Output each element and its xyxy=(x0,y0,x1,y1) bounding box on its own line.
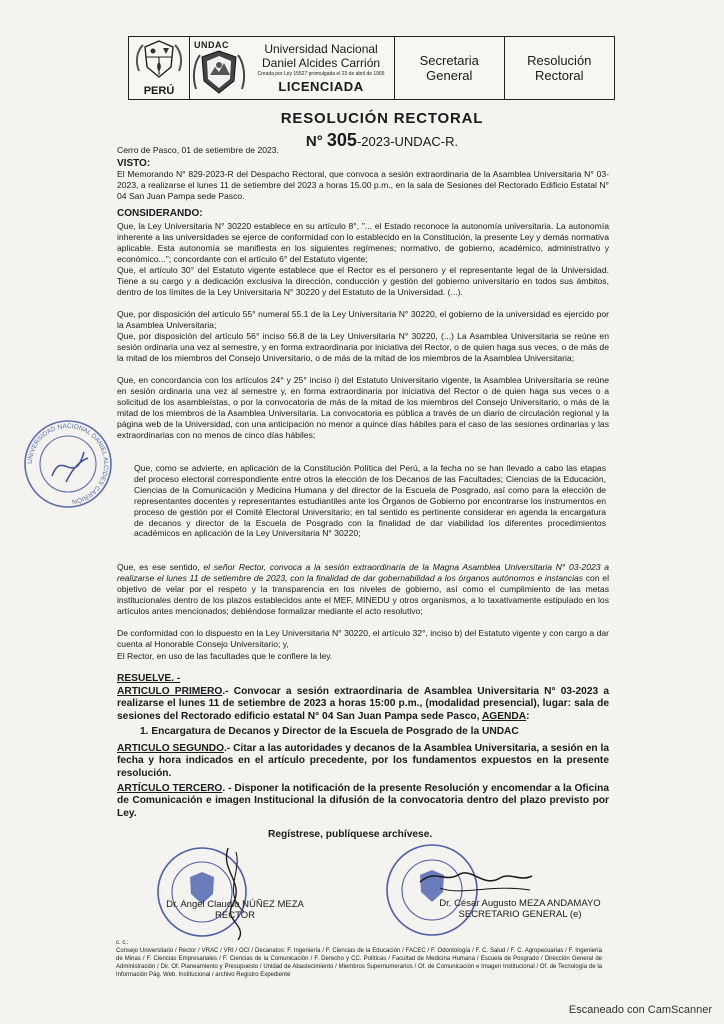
undac-shield-icon xyxy=(190,37,248,97)
p7-start: Que, es ese sentido, xyxy=(117,562,204,572)
seal-ring-text: UNIVERSIDAD NACIONAL DANIEL ALCIDES CARRIÓN xyxy=(26,422,110,505)
resuelve-heading: RESUELVE. - xyxy=(117,673,181,684)
considerando-heading: CONSIDERANDO: xyxy=(117,208,203,219)
university-name-line2: Daniel Alcides Carrión xyxy=(261,56,381,70)
art2-text: .- Citar a las autoridades y decanos de la Asamblea Universitaria, a sesión en la fecha y hora indicados en el artículo precedente, por los fundamentos expuestos en la presente resolución. xyxy=(117,743,609,779)
rector-title: RECTOR xyxy=(215,910,255,921)
creation-note: Creada por Ley 15527 promulgada el 23 de abril de 1965 xyxy=(257,71,385,77)
rector-name: Dr. Angel Claudio NÚÑEZ MEZA xyxy=(166,899,304,910)
document-title: RESOLUCIÓN RECTORAL xyxy=(280,110,484,127)
peru-coat-of-arms-icon xyxy=(129,37,189,83)
considerando-p7 xyxy=(117,562,609,617)
visto-text: El Memorando N° 829-2023-R del Despacho Rectoral, que convoca a sesión extraordinaria de la Asamblea Universitaria N° 03-2023, a realizarse el lunes 11 de setiembre del 2023 a horas 15.00 p.m., en la sala de Sesiones del Rectorado Edificio Estatal N° 04 San Juan Pampa sede Pasco. xyxy=(117,169,609,201)
resolucion-line2: Rectoral xyxy=(535,68,584,83)
secretaria-line1: Secretaria xyxy=(419,53,479,68)
considerando-p8: De conformidad con lo dispuesto en la Ley Universitaria N° 30220, el artículo 32°, inciso b) del Estatuto vigente y con cargo a dar cuenta al Honorable Consejo Universitario; y, xyxy=(117,628,609,649)
cc-distribution xyxy=(116,940,602,980)
peru-crest-cell xyxy=(129,37,190,99)
art1-label: ARTICULO PRIMERO xyxy=(117,686,223,697)
resolucion-rectoral-cell xyxy=(505,37,614,99)
considerando-p1: Que, la Ley Universitaria N° 30220 establece en su artículo 8°, "... el Estado reconoce la autonomía universitaria. La autonomía inherente a las universidades se ejerce de conformidad con lo establecido en la Constitución, la presente Ley y demás normativa aplicable. Esta autonomía se manifiesta en los siguientes regímenes; normativo, de gobierno, académico, administrativo y económico..."; concordante con el artículo 6° del Estatuto vigente; xyxy=(117,221,609,264)
agenda-colon: : xyxy=(526,710,530,722)
round-seal-stamp xyxy=(22,418,114,510)
secretaria-line2: General xyxy=(426,68,473,83)
secretary-seal xyxy=(380,838,580,938)
resolucion-line1: Resolución xyxy=(527,53,592,68)
scanner-watermark: Escaneado con CamScanner xyxy=(568,1004,712,1016)
secretary-title: SECRETARIO GENERAL (e) xyxy=(458,909,582,920)
cc-label: c. c.: xyxy=(116,940,129,946)
undac-logo xyxy=(190,37,248,99)
art2-label: ARTICULO SEGUNDO xyxy=(117,743,224,754)
visto-heading: VISTO: xyxy=(117,158,151,169)
agenda-item: 1. Encargatura de Decanos y Director de la Escuela de Posgrado de la UNDAC xyxy=(140,726,519,737)
secretary-name: Dr. César Augusto MEZA ANDAMAYO xyxy=(439,898,601,909)
secretaria-general-cell xyxy=(395,37,504,99)
articulo-primero xyxy=(117,686,609,723)
considerando-p2: Que, el artículo 30° del Estatuto vigente establece que el Rector es el personero y el representante legal de la Universidad. Tiene a su cargo y a dedicación exclusiva la dirección, conducción y gestión del gobierno universitario en todos sus ámbitos, dentro de los límites de la Ley Universitaria N° 30220 y del Estatuto de la Universidad. (...). xyxy=(117,265,609,297)
number-prefix: N° xyxy=(305,133,327,150)
p7-italic: el señor Rector, convoca a la sesión extraordinaria de la Magna Asamblea Universitaria N° 03-2023 a realizarse el lunes 11 de setiembre de 2023, con la finalidad de dar gobernabilidad a los órganos autónomos e instancias xyxy=(117,562,609,583)
p7-end: con el objetivo de velar por el respeto y la transparencia en los niveles de gobierno, así como el cumplimiento de las metas institucionales dentro de los plazos establecidos ante el MEF, MINEDU y otros organismos, a lo taxativamente estipulado en los artículos antes mencionados; debiéndose formalizar mediante el acto resolutivo; xyxy=(117,572,609,616)
rector-signature-block xyxy=(150,899,320,921)
considerando-p3: Que, por disposición del artículo 55° numeral 55.1 de la Ley Universitaria N° 30220, el gobierno de la universidad es ejercido por la Asamblea Universitaria; xyxy=(117,309,609,330)
art3-text: . - Disponer la notificación de la presente Resolución y encomendar a la Oficina de Comunicación e imagen Institucional la difusión de la convocatoria dentro del plazo previsto por Ley. xyxy=(117,783,609,819)
closing-line: Regístrese, publíquese archívese. xyxy=(268,829,433,840)
rector-seal xyxy=(150,842,266,942)
peru-label: PERÚ xyxy=(143,85,175,97)
art1-text: .- Convocar a sesión extraordinaria de Asamblea Universitaria N° 03-2023 a realizarse el lunes 11 de setiembre de 2023 a horas 15:00 p.m., (modalidad presencial), lugar: sala de sesiones del Rectorado edificio estatal N° 04 San Juan Pampa sede Pasco, xyxy=(117,686,609,722)
art3-label: ARTÍCULO TERCERO xyxy=(117,783,223,794)
licensed-label: LICENCIADA xyxy=(278,79,364,94)
articulo-tercero xyxy=(117,783,609,820)
number-suffix: -2023-UNDAC-R. xyxy=(356,134,459,149)
considerando-p9: El Rector, en uso de las facultades que le confiere la ley. xyxy=(117,651,333,661)
university-name-line1: Universidad Nacional xyxy=(264,42,378,56)
date-line: Cerro de Pasco, 01 de setiembre de 2023. xyxy=(117,145,279,155)
considerando-p4: Que, por disposición del artículo 56° inciso 56.8 de la Ley Universitaria N° 30220, (...) La Asamblea Universitaria se reúne en sesión ordinaria una vez al semestre, y en forma extraordinaria por iniciativa del Rector, o de quien haga sus veces, o de más de la mitad de los miembros del Consejo Universitario, o de más de la mitad de los miembros de la Asamblea Universitaria; xyxy=(117,331,609,363)
svg-text:UNIVERSIDAD NACIONAL DANIEL AL xyxy=(27,423,109,506)
considerando-p6: Que, como se advierte, en aplicación de la Constitución Política del Perú, a la fecha no se han llevado a cabo las etapas del proceso electoral correspondiente entre otros la elección de los Decanos de las Facultades; Ciencias de la Educación, Ciencias de la Comunicación y Medicina Humana y del director de la Escuela de Posgrado, así como para la elección de representantes docentes y representantes estudiantiles ante los Órganos de Gobierno por encontrarse los instrumentos en proceso de gestión por el Comité Electoral Universitario; en tal sentido es pertinente considerar en agenda la encargatura de decanos y director de la Escuela de Posgrado con la finalidad de dar viabilidad los diferentes procedimientos académicos en aplicación de la Ley Universitaria N° 30220; xyxy=(134,463,606,539)
secretary-signature-block xyxy=(420,898,620,920)
articulo-segundo xyxy=(117,743,609,780)
agenda-label: AGENDA xyxy=(481,710,527,722)
university-name xyxy=(248,37,394,99)
considerando-p5: Que, en concordancia con los artículos 24° y 25° inciso i) del Estatuto Universitario vigente, la Asamblea Universitaria se reúne en sesión ordinaria una vez al semestre y, en forma extraordinaria por iniciativa del Rector o de quien haga sus veces o a solicitud de los asambleístas, o por la convocatoria de más de la mitad de los miembros del Consejo Universitario, o más de la mitad de los miembros de la Asamblea Universitaria. La convocatoria es pública a través de un diario de circulación regional y la página web de la Universidad, con una anticipación no menor a quince días hábiles para el caso de las sesiones ordinarias y las extraordinarias con no menos de cinco días hábiles; xyxy=(117,375,609,440)
cc-text: Consejo Universitario / Rector / VRAC / VRI / OCI / Decanatos: F. Ingeniería / F. Ciencias de la Educación / FACEC / F. Odontología / F. C. Salud / F. C. Agropecuarias / F. Ingeniería de Minas / F. Ciencias Empresariales / F. Ciencias de la Comunicación / F. Derecho y CC. Políticas / Facultad de Medicina Humana / Escuela de Posgrado / Dirección General de Administración / Dir. Of. Planeamiento y Presupuesto / Unidad de Abastecimiento / Miembros Supernumerarios / Of. de Comunicación e Imagen Institucional / Of. de Tecnología de la Información Pág. Web. Institucional / archivo Registro Expediente xyxy=(116,947,602,978)
undac-logo-tag: UNDAC xyxy=(194,40,229,50)
number-value: 305 xyxy=(326,130,357,150)
letterhead xyxy=(128,36,615,100)
university-cell xyxy=(190,37,395,99)
